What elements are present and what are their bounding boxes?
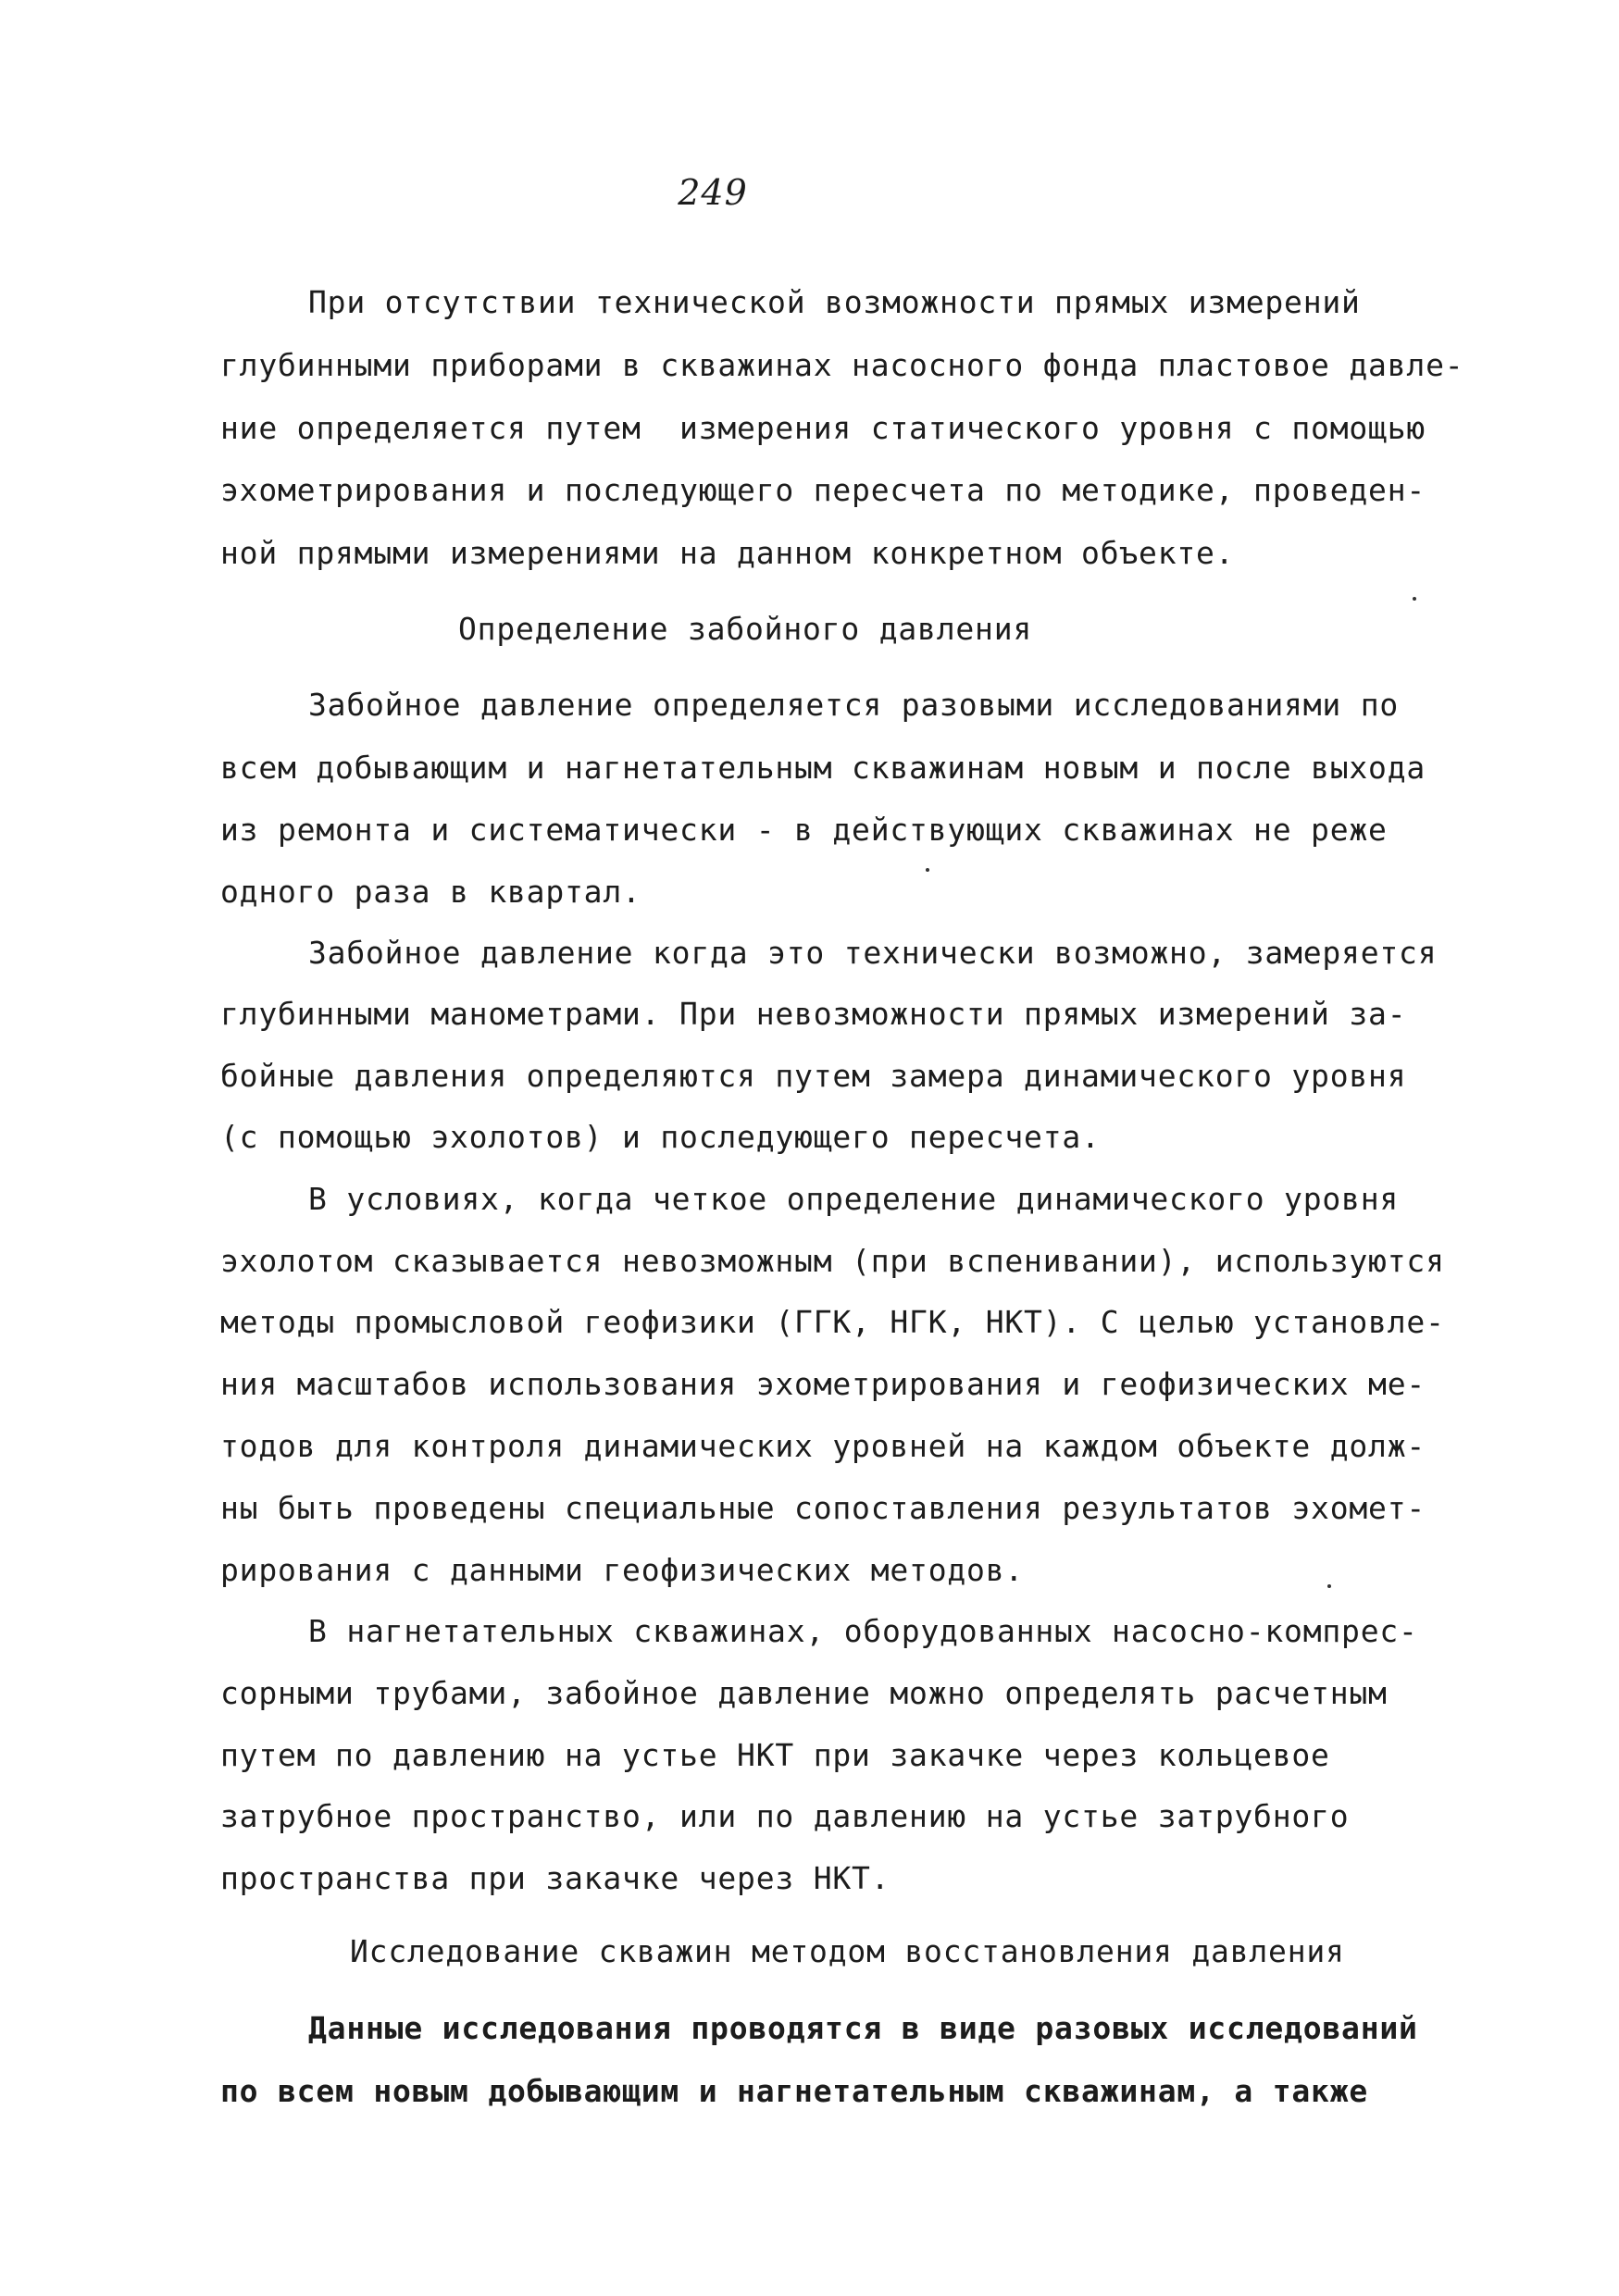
paragraph-3-line-3: бойные давления определяются путем замера динамического уровня [220,1058,1407,1094]
paragraph-5-line-5: пространства при закачке через НКТ. [220,1860,890,1896]
paragraph-4-line-2: эхолотом сказывается невозможным (при вспенивании), используются [220,1243,1445,1279]
paragraph-6-line-2: по всем новым добывающим и нагнетательным скважинам, а также [220,2073,1369,2109]
paragraph-1-line-4: эхометрирования и последующего пересчета по методике, проведен- [220,472,1426,508]
paragraph-1-line-1: При отсутствии технической возможности прямых измерений [308,284,1361,320]
paragraph-4-line-4: ния масштабов использования эхометрирования и геофизических ме- [220,1366,1426,1402]
paragraph-1-line-2: глубинными приборами в скважинах насосного фонда пластовое давле- [220,347,1464,383]
paragraph-2-line-3: из ремонта и систематически - в действующих скважинах не реже [220,812,1388,848]
paragraph-2-line-2: всем добывающим и нагнетательным скважинам новым и после выхода [220,750,1426,786]
paragraph-4-line-1: В условиях, когда четкое определение динамического уровня [308,1181,1400,1217]
scan-speck [1327,1584,1331,1588]
paragraph-4-line-3: методы промысловой геофизики (ГГК, НГК, НКТ). С целью установле- [220,1304,1445,1340]
scan-speck [1413,597,1416,601]
paragraph-3-line-4: (с помощью эхолотов) и последующего пересчета. [220,1119,1101,1155]
paragraph-3-line-2: глубинными манометрами. При невозможности прямых измерений за- [220,996,1407,1032]
paragraph-5-line-2: сорными трубами, забойное давление можно определять расчетным [220,1675,1388,1711]
paragraph-2-line-4: одного раза в квартал. [220,874,641,910]
scan-speck [926,868,929,872]
paragraph-4-line-7: рирования с данными геофизических методов. [220,1552,1025,1588]
section-heading-bottomhole-pressure: Определение забойного давления [458,611,1033,647]
paragraph-5-line-1: В нагнетательных скважинах, оборудованных насосно-компрес- [308,1613,1418,1649]
paragraph-4-line-6: ны быть проведены специальные сопоставления результатов эхомет- [220,1490,1426,1526]
paragraph-1-line-3: ние определяется путем измерения статического уровня с помощью [220,410,1426,446]
paragraph-1-line-5: ной прямыми измерениями на данном конкретном объекте. [220,535,1235,571]
paragraph-2-line-1: Забойное давление определяется разовыми исследованиями по [308,687,1400,723]
paragraph-5-line-3: путем по давлению на устье НКТ при закачке через кольцевое [220,1737,1330,1773]
page-number: 249 [678,172,748,213]
section-heading-pressure-buildup: Исследование скважин методом восстановления давления [350,1933,1345,1969]
paragraph-4-line-5: тодов для контроля динамических уровней на каждом объекте долж- [220,1428,1426,1464]
paragraph-3-line-1: Забойное давление когда это технически возможно, замеряется [308,935,1438,971]
paragraph-5-line-4: затрубное пространство, или по давлению на устье затрубного [220,1798,1350,1834]
paragraph-6-line-1: Данные исследования проводятся в виде разовых исследований [308,2010,1418,2046]
